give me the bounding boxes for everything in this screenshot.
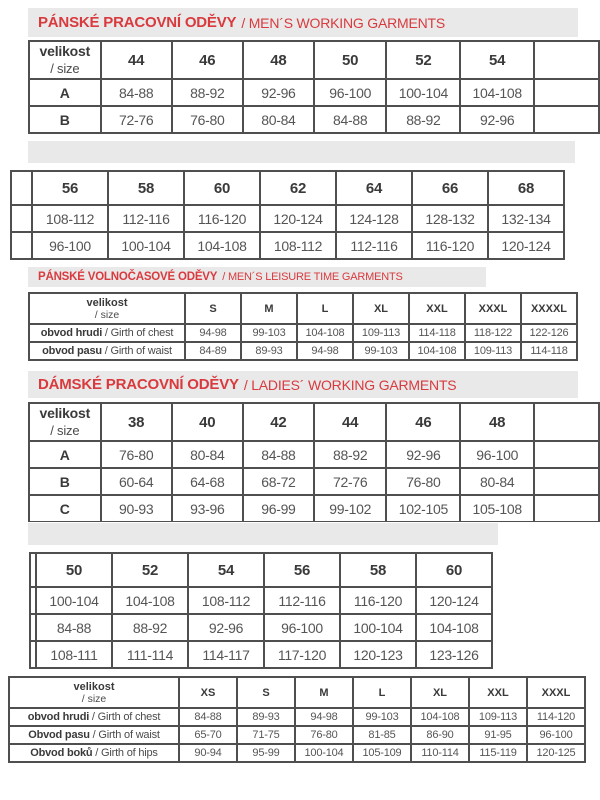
value-cell: 81-85 [353,726,411,744]
table-row [29,441,599,468]
ladies-working-title-english: / LADIES´ WORKING GARMENTS [243,376,457,393]
value-cell: 104-108 [460,79,534,106]
value-cell: 84-88 [101,79,172,106]
header-cell: 44 [101,41,172,79]
table-row [29,324,577,342]
men-working-title-bar [28,8,578,37]
value-cell: 96-100 [314,79,386,106]
value-cell: 92-96 [460,106,534,133]
value-cell: 92-96 [188,614,264,641]
value-cell: 104-108 [112,587,188,614]
value-cell: 116-120 [184,205,260,232]
header-cell: M [241,293,297,324]
table-header-row [29,403,599,441]
value-cell: 80-84 [172,441,243,468]
value-cell: 88-92 [172,79,243,106]
value-cell: 96-100 [527,726,585,744]
value-cell: 90-94 [179,744,237,762]
men-leisure-title-bar [28,267,486,287]
header-cell: 50 [36,553,112,587]
header-cell: 38 [101,403,172,441]
header-cell: 56 [32,171,108,205]
value-cell: 72-76 [101,106,172,133]
men-working-title-english: / MEN´S WORKING GARMENTS [241,14,445,31]
value-cell: 120-123 [340,641,416,668]
value-cell [534,468,599,495]
value-cell [534,79,599,106]
value-cell: 90-93 [101,495,172,522]
value-cell: 112-116 [264,587,340,614]
table-row [30,614,492,641]
value-cell: 92-96 [386,441,460,468]
value-cell: 88-92 [314,441,386,468]
men-working-table-part2 [10,170,565,260]
header-cell: XXXL [527,677,585,708]
value-cell: 92-96 [243,79,314,106]
value-cell: 104-108 [416,614,492,641]
row-label-cell: obvod hrudi / Girth of chest [29,324,185,342]
value-cell: 108-112 [260,232,336,259]
header-cell [534,41,599,79]
value-cell: 105-108 [460,495,534,522]
value-cell: 114-118 [409,324,465,342]
men-leisure-table [28,292,578,361]
ladies-working-title-czech: DÁMSKÉ PRACOVNÍ ODĚVY [38,376,239,393]
value-cell: 94-98 [295,708,353,726]
men-working-table-part1-clip [28,40,600,138]
table-row [29,79,599,106]
table-row [9,744,585,762]
ladies-working-table-part1 [28,402,600,522]
value-cell [534,495,599,522]
value-cell: 91-95 [469,726,527,744]
value-cell: 89-93 [241,342,297,360]
value-cell: 99-102 [314,495,386,522]
row-label-cell: obvod pasu / Girth of waist [29,342,185,360]
header-cell: S [185,293,241,324]
value-cell: 96-100 [460,441,534,468]
row-label-cell: B [29,468,101,495]
row-label-cell: Obvod boků / Girth of hips [9,744,179,762]
value-cell: 100-104 [108,232,184,259]
header-cell: XXL [469,677,527,708]
value-cell: 86-90 [411,726,469,744]
table-row [9,708,585,726]
value-cell: 96-100 [32,232,108,259]
header-cell: XXXXL [521,293,577,324]
header-cell: 54 [460,41,534,79]
header-cell: 40 [172,403,243,441]
header-cell: 48 [460,403,534,441]
header-cell: 48 [243,41,314,79]
header-cell: L [353,677,411,708]
table-row [29,106,599,133]
value-cell: 128-132 [412,205,488,232]
value-cell: 95-99 [237,744,295,762]
value-cell: 100-104 [295,744,353,762]
row-label-cell: obvod hrudi / Girth of chest [9,708,179,726]
value-cell: 89-93 [237,708,295,726]
value-cell: 115-119 [469,744,527,762]
value-cell: 111-114 [112,641,188,668]
value-cell: 64-68 [172,468,243,495]
row-label-cell [11,232,32,259]
row-label-cell: A [29,79,101,106]
value-cell: 117-120 [264,641,340,668]
value-cell: 76-80 [172,106,243,133]
header-cell: 64 [336,171,412,205]
header-cell: velikost / size [29,41,101,79]
divider-bar-ladies [28,523,498,545]
value-cell: 108-111 [36,641,112,668]
value-cell: 71-75 [237,726,295,744]
header-cell: 54 [188,553,264,587]
value-cell: 84-89 [185,342,241,360]
men-working-title-czech: PÁNSKÉ PRACOVNÍ ODĚVY [38,14,237,31]
value-cell: 93-96 [172,495,243,522]
value-cell: 123-126 [416,641,492,668]
value-cell: 100-104 [340,614,416,641]
table-row [29,342,577,360]
header-cell: velikost / size [29,293,185,324]
value-cell: 114-118 [521,342,577,360]
value-cell: 84-88 [314,106,386,133]
value-cell: 104-108 [409,342,465,360]
table-header-row [29,41,599,79]
header-cell: 52 [112,553,188,587]
row-label-cell: Obvod pasu / Girth of waist [9,726,179,744]
header-cell: S [237,677,295,708]
table-row [29,468,599,495]
header-cell: 56 [264,553,340,587]
value-cell: 94-98 [185,324,241,342]
header-cell: 50 [314,41,386,79]
value-cell [534,106,599,133]
header-cell [534,403,599,441]
value-cell: 84-88 [179,708,237,726]
row-label-cell: A [29,441,101,468]
value-cell: 114-117 [188,641,264,668]
value-cell: 108-112 [32,205,108,232]
value-cell: 84-88 [36,614,112,641]
row-label-cell: C [29,495,101,522]
value-cell: 60-64 [101,468,172,495]
value-cell: 108-112 [188,587,264,614]
value-cell: 80-84 [243,106,314,133]
value-cell: 96-99 [243,495,314,522]
ladies-working-title-bar [28,371,578,398]
header-cell: XXXL [465,293,521,324]
table-header-row [11,171,564,205]
value-cell: 94-98 [297,342,353,360]
header-cell: XS [179,677,237,708]
table-header-row [30,553,492,587]
value-cell: 96-100 [264,614,340,641]
divider-bar-men [28,141,575,163]
header-cell: 42 [243,403,314,441]
value-cell: 76-80 [386,468,460,495]
header-cell: 52 [386,41,460,79]
header-cell: 60 [416,553,492,587]
header-cell: M [295,677,353,708]
value-cell: 109-113 [353,324,409,342]
header-cell: XL [411,677,469,708]
header-cell: XL [353,293,409,324]
table-header-row [29,293,577,324]
value-cell: 120-124 [488,232,564,259]
table-row [11,232,564,259]
value-cell: 84-88 [243,441,314,468]
table-row [9,726,585,744]
value-cell: 76-80 [101,441,172,468]
value-cell: 76-80 [295,726,353,744]
value-cell: 120-125 [527,744,585,762]
header-cell: 60 [184,171,260,205]
value-cell: 120-124 [260,205,336,232]
value-cell: 109-113 [465,342,521,360]
value-cell: 100-104 [386,79,460,106]
value-cell: 114-120 [527,708,585,726]
table-row [30,641,492,668]
value-cell: 116-120 [340,587,416,614]
value-cell: 104-108 [297,324,353,342]
header-cell: 44 [314,403,386,441]
header-cell: XXL [409,293,465,324]
header-cell: 58 [340,553,416,587]
value-cell: 105-109 [353,744,411,762]
value-cell: 122-126 [521,324,577,342]
header-cell: velikost / size [9,677,179,708]
value-cell [534,441,599,468]
value-cell: 99-103 [353,342,409,360]
header-cell: 58 [108,171,184,205]
ladies-working-table-part2 [29,552,493,669]
row-label-cell [11,205,32,232]
header-cell: 46 [386,403,460,441]
header-cell: 62 [260,171,336,205]
header-cell: 46 [172,41,243,79]
ladies-working-table-part1-clip [28,402,600,522]
value-cell: 100-104 [36,587,112,614]
value-cell: 104-108 [411,708,469,726]
men-leisure-title-english: / MEN´S LEISURE TIME GARMENTS [222,271,403,283]
value-cell: 65-70 [179,726,237,744]
header-cell: velikost / size [29,403,101,441]
header-cell: 66 [412,171,488,205]
header-cell: 68 [488,171,564,205]
value-cell: 99-103 [353,708,411,726]
value-cell: 88-92 [112,614,188,641]
row-label-cell: B [29,106,101,133]
value-cell: 120-124 [416,587,492,614]
value-cell: 80-84 [460,468,534,495]
table-header-row [9,677,585,708]
header-cell: L [297,293,353,324]
header-cell [11,171,32,205]
value-cell: 104-108 [184,232,260,259]
value-cell: 72-76 [314,468,386,495]
men-leisure-title-czech: PÁNSKÉ VOLNOČASOVÉ ODĚVY [38,271,218,283]
value-cell: 68-72 [243,468,314,495]
value-cell: 112-116 [336,232,412,259]
value-cell: 99-103 [241,324,297,342]
table-row [11,205,564,232]
table-row [30,587,492,614]
value-cell: 124-128 [336,205,412,232]
men-working-table-part1 [28,40,600,134]
value-cell: 110-114 [411,744,469,762]
table-row [29,495,599,522]
ladies-measurements-table [8,676,586,763]
value-cell: 132-134 [488,205,564,232]
value-cell: 116-120 [412,232,488,259]
value-cell: 118-122 [465,324,521,342]
value-cell: 102-105 [386,495,460,522]
value-cell: 109-113 [469,708,527,726]
value-cell: 88-92 [386,106,460,133]
value-cell: 112-116 [108,205,184,232]
